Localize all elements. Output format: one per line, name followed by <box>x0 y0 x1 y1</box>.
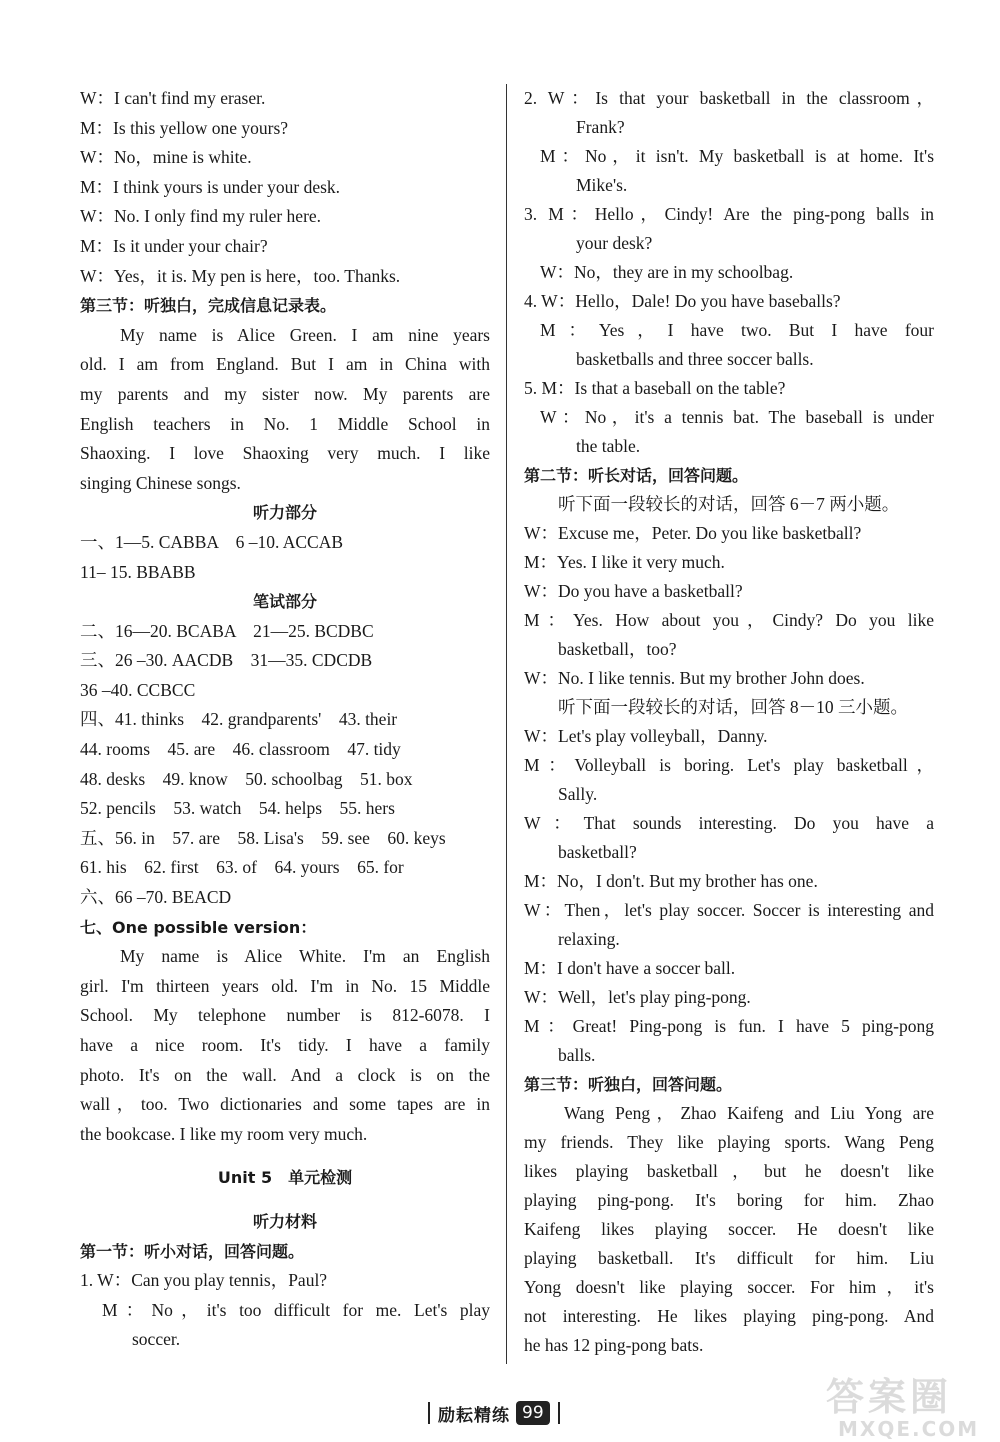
text-line: 二、16—20. BCABA 21—25. BCDBC <box>80 620 374 641</box>
text-line: W：Then，let's play soccer. Soccer is interesting and <box>524 900 934 920</box>
text-line: wall，too. Two dictionaries and some tapes are in <box>80 1094 490 1115</box>
watermark-logo <box>826 1366 986 1441</box>
text-line: 11– 15. BBABB <box>80 561 196 582</box>
text-line: likes playing basketball，but he doesn't like <box>524 1161 934 1181</box>
text-line: 36 –40. CCBCC <box>80 679 196 700</box>
text-line: basketball，too? <box>558 639 677 659</box>
text-line: Unit 5 单元检测 <box>217 1168 353 1188</box>
text-line: My name is Alice Green. I am nine years <box>120 324 490 345</box>
page-footer <box>420 1396 568 1430</box>
text-line: he has 12 ping-pong bats. <box>524 1335 704 1355</box>
text-line: 61. his 62. first 63. of 64. yours 65. for <box>80 857 404 878</box>
text-line: 48. desks 49. know 50. schoolbag 51. box <box>80 768 413 789</box>
text-line: basketball? <box>558 842 637 862</box>
text-line: School. My telephone number is 812-6078. I <box>80 1005 490 1026</box>
text-line: W：Excuse me，Peter. Do you like basketball? <box>524 523 862 543</box>
column-divider <box>506 84 507 1364</box>
text-line: 六、66 –70. BEACD <box>80 887 232 908</box>
text-line: 笔试部分 <box>252 592 317 612</box>
text-line: English teachers in No. 1 Middle School in <box>80 413 490 434</box>
text-line: M：I think yours is under your desk. <box>80 176 341 197</box>
text-line: M：Yes，I have two. But I have four <box>540 320 934 340</box>
text-line: photo. It's on the wall. And a clock is on the <box>80 1064 490 1085</box>
text-line: balls. <box>558 1045 596 1065</box>
text-line: relaxing. <box>558 929 620 949</box>
text-line: Frank? <box>576 117 625 137</box>
text-line: W：No，they are in my schoolbag. <box>540 262 794 282</box>
text-line: 第一节：听小对话，回答问题。 <box>80 1241 305 1261</box>
watermark-url: MXQE.COM <box>838 1417 980 1441</box>
text-line: 听力材料 <box>252 1211 317 1231</box>
text-line: M：No，I don't. But my brother has one. <box>524 871 818 891</box>
text-line: 七、One possible version： <box>80 917 317 937</box>
text-line: My name is Alice White. I'm an English <box>120 946 490 967</box>
watermark-text: 答案圈 <box>826 1375 953 1419</box>
text-line: W：No. I like tennis. But my brother John does. <box>524 668 865 688</box>
text-line: 三、26 –30. AACDB 31—35. CDCDB <box>80 650 373 671</box>
text-line: M：Is this yellow one yours? <box>80 117 289 138</box>
text-line: M：No，it's too difficult for me. Let's play <box>102 1299 490 1320</box>
text-line: 1. W：Can you play tennis，Paul? <box>80 1270 328 1291</box>
text-line: M：No，it isn't. My basketball is at home. It's <box>540 146 934 166</box>
text-line: W：I can't find my eraser. <box>80 88 266 108</box>
brand-name: 励耘精练 <box>438 1405 510 1426</box>
text-line <box>80 1149 490 1163</box>
text-line: 听力部分 <box>252 503 317 523</box>
text-line: 44. rooms 45. are 46. classroom 47. tidy <box>80 739 401 760</box>
text-line: the bookcase. I like my room very much. <box>80 1123 368 1144</box>
text-line: 2. W：Is that your basketball in the classroom， <box>524 88 934 108</box>
text-line: have a nice room. It's tidy. I have a family <box>80 1035 490 1055</box>
text-line: 4. W：Hello，Dale! Do you have baseballs? <box>524 291 841 311</box>
text-line: W：Yes，it is. My pen is here，too. Thanks. <box>80 265 401 286</box>
text-line: M：Is it under your chair? <box>80 235 268 256</box>
text-line: Kaifeng likes playing soccer. He doesn't like <box>524 1219 934 1239</box>
text-line: 第三节：听独白，完成信息记录表。 <box>80 296 337 316</box>
text-line: singing Chinese songs. <box>80 472 241 493</box>
text-line: 52. pencils 53. watch 54. helps 55. hers <box>80 798 395 819</box>
text-line: Mike's. <box>576 175 628 195</box>
footer-bar-right <box>558 1402 560 1424</box>
text-line: W：No. I only find my ruler here. <box>80 206 322 227</box>
right-column <box>524 84 934 1360</box>
text-line: playing ping-pong. It's boring for him. Zhao <box>524 1190 934 1210</box>
text-line: M：I don't have a soccer ball. <box>524 958 736 978</box>
footer-bar-left <box>428 1402 430 1424</box>
text-line: W：Well，let's play ping-pong. <box>524 987 751 1007</box>
page-number: 99 <box>516 1401 550 1425</box>
text-line: not interesting. He likes playing ping-pong. And <box>524 1306 934 1326</box>
text-line: old. I am from England. But I am in China with <box>80 354 490 375</box>
text-line: girl. I'm thirteen years old. I'm in No. 15 Middle <box>80 975 490 996</box>
text-line: Yong doesn't like playing soccer. For him，it's <box>524 1277 934 1297</box>
text-line: my parents and my sister now. My parents are <box>80 383 490 404</box>
text-line: M：Yes. I like it very much. <box>524 552 725 572</box>
text-line: W：No，mine is white. <box>80 147 252 168</box>
text-line: basketballs and three soccer balls. <box>576 349 814 369</box>
text-line: M：Great! Ping-pong is fun. I have 5 ping-pong <box>524 1016 934 1036</box>
text-line: W：Do you have a basketball? <box>524 581 743 601</box>
text-line: Wang Peng，Zhao Kaifeng and Liu Yong are <box>564 1103 934 1123</box>
text-line: 五、56. in 57. are 58. Lisa's 59. see 60. keys <box>80 827 446 848</box>
text-line: 听下面一段较长的对话，回答 8－10 三小题。 <box>558 697 908 717</box>
left-column <box>80 84 490 1355</box>
text-line: 第二节：听长对话，回答问题。 <box>524 466 749 485</box>
text-line: W：That sounds interesting. Do you have a <box>524 813 934 833</box>
text-line: 一、1—5. CABBA 6 –10. ACCAB <box>80 531 344 552</box>
text-line: W：Let's play volleyball，Danny. <box>524 726 768 746</box>
text-line: Sally. <box>558 784 598 804</box>
text-line: Shaoxing. I love Shaoxing very much. I like <box>80 443 490 464</box>
text-line: 5. M：Is that a baseball on the table? <box>524 378 786 398</box>
text-line: playing basketball. It's difficult for him. Liu <box>524 1248 934 1268</box>
text-line: M：Volleyball is boring. Let's play basketball， <box>524 755 934 775</box>
text-line: W：No，it's a tennis bat. The baseball is under <box>540 407 934 427</box>
text-line: your desk? <box>576 233 653 253</box>
text-line: 3. M：Hello，Cindy! Are the ping-pong balls in <box>524 204 934 224</box>
text-line: M：Yes. How about you，Cindy? Do you like <box>524 610 934 630</box>
text-line <box>80 1193 490 1207</box>
text-line: the table. <box>576 436 641 456</box>
text-line: 四、41. thinks 42. grandparents' 43. their <box>80 709 398 730</box>
text-line: 听下面一段较长的对话，回答 6－7 两小题。 <box>558 494 900 514</box>
text-line: my friends. They like playing sports. Wang Peng <box>524 1132 934 1152</box>
text-line: soccer. <box>132 1329 181 1350</box>
text-line: 第三节：听独白，回答问题。 <box>524 1075 733 1094</box>
